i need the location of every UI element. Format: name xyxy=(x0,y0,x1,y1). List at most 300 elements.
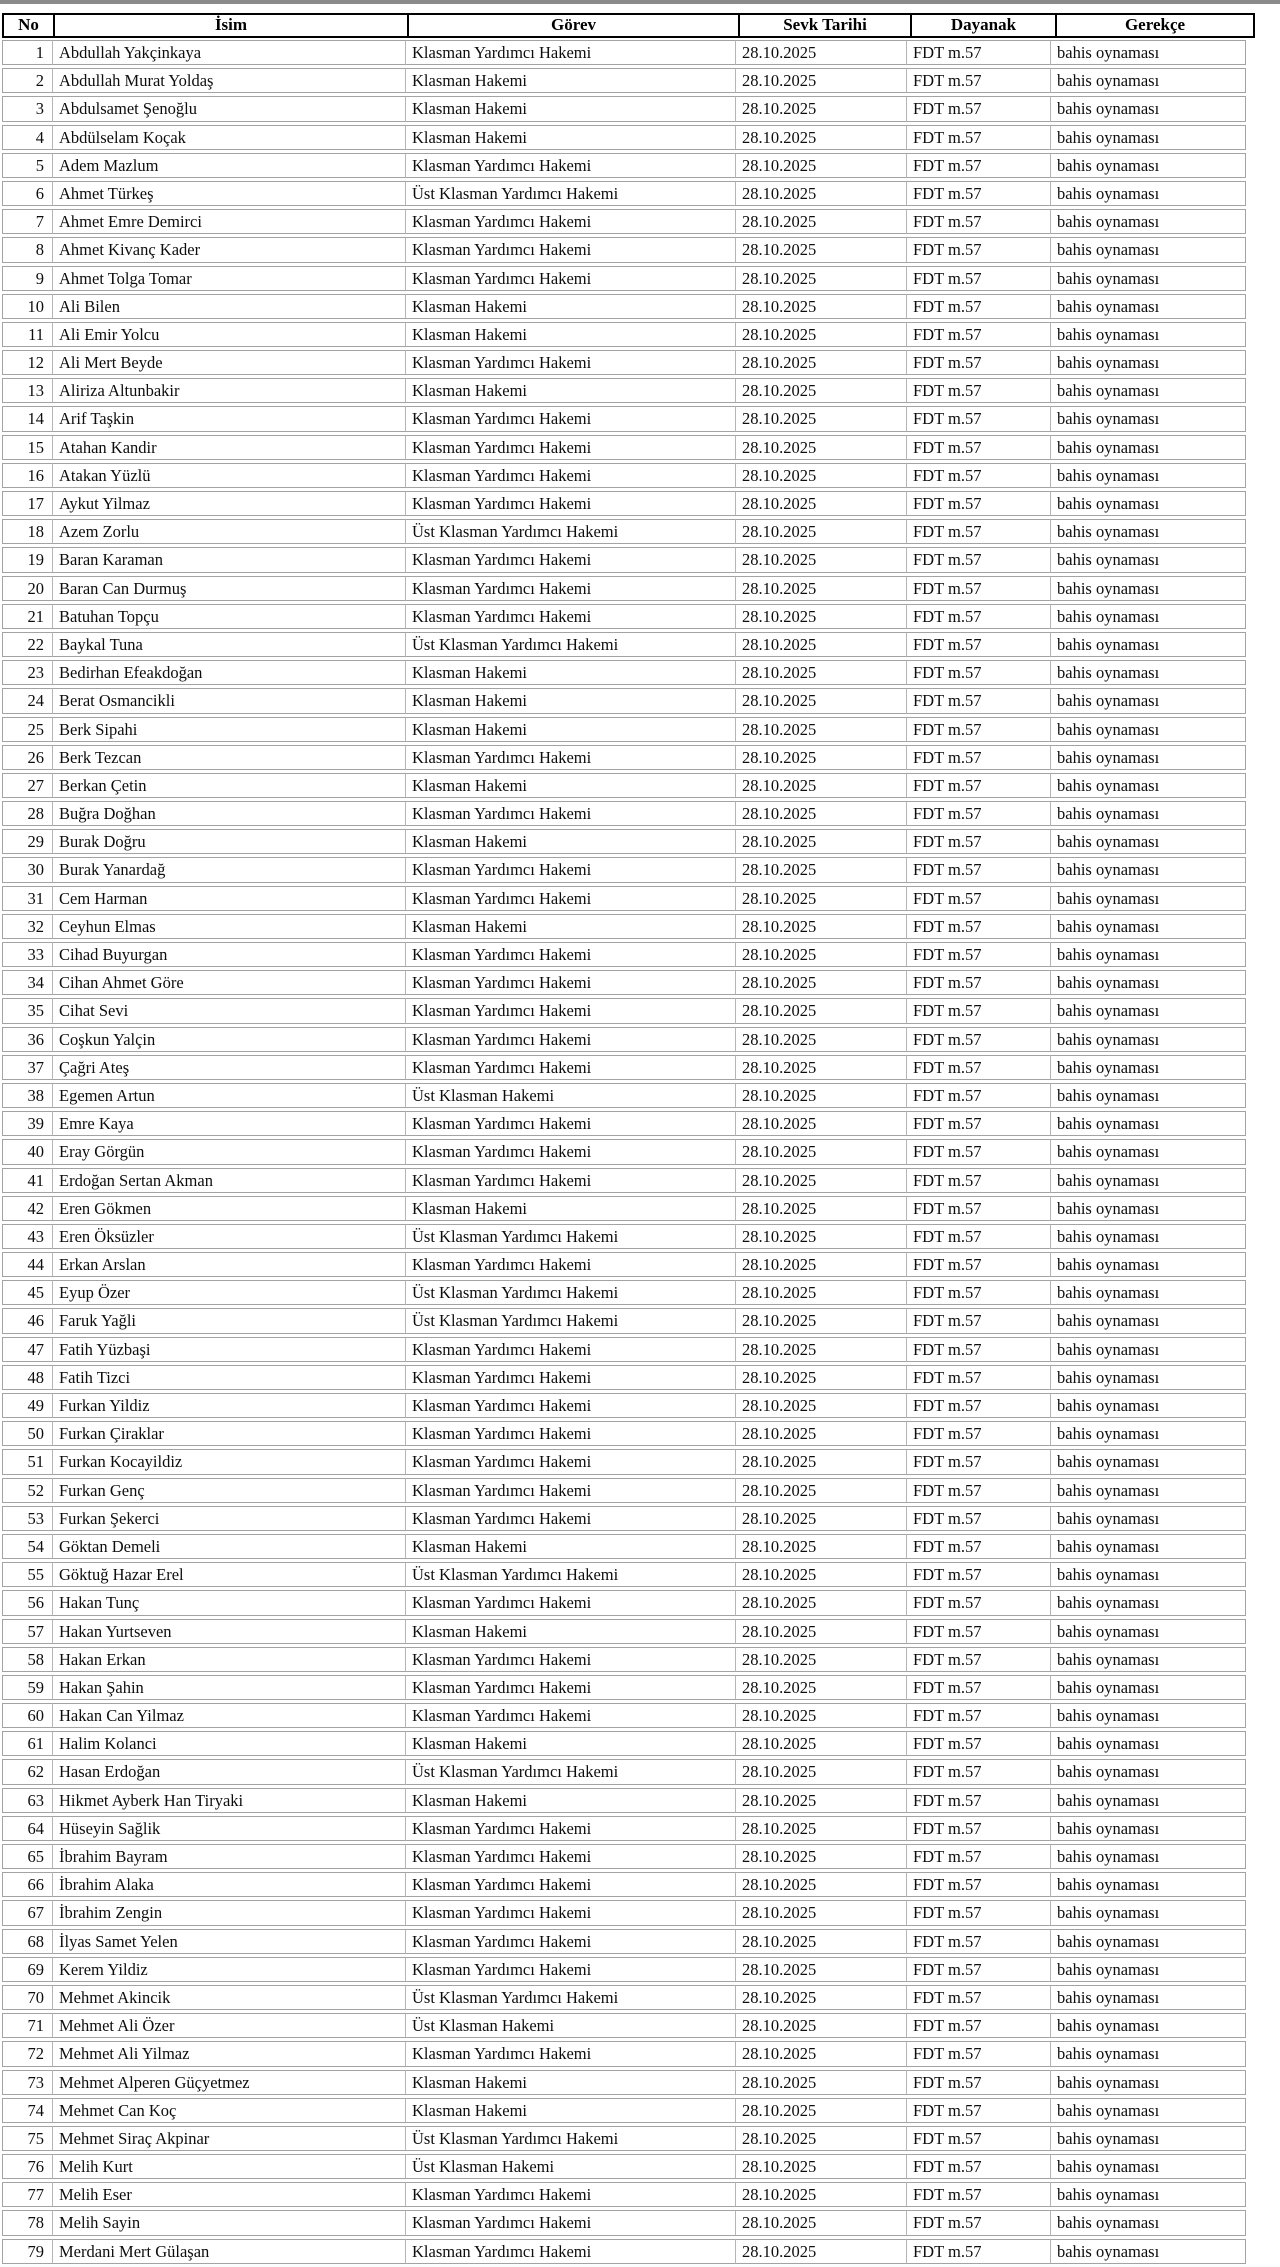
cell-gorev: Klasman Yardımcı Hakemi xyxy=(405,886,736,911)
cell-gerekce: bahis oynaması xyxy=(1050,463,1246,488)
cell-sevk-tarihi: 28.10.2025 xyxy=(735,1590,907,1615)
column-header-sevk-tarihi: Sevk Tarihi xyxy=(740,15,912,36)
cell-dayanak: FDT m.57 xyxy=(906,1562,1051,1587)
cell-gerekce: bahis oynaması xyxy=(1050,1816,1246,1841)
cell-sevk-tarihi: 28.10.2025 xyxy=(735,350,907,375)
cell-no: 27 xyxy=(2,773,53,798)
table-body xyxy=(2,40,1255,2264)
cell-dayanak: FDT m.57 xyxy=(906,2041,1051,2066)
cell-no: 3 xyxy=(2,96,53,121)
cell-gorev: Klasman Yardımcı Hakemi xyxy=(405,1872,736,1897)
cell-no: 38 xyxy=(2,1083,53,1108)
cell-gerekce: bahis oynaması xyxy=(1050,576,1246,601)
cell-sevk-tarihi: 28.10.2025 xyxy=(735,773,907,798)
cell-isim: Eray Görgün xyxy=(52,1139,406,1164)
cell-no: 18 xyxy=(2,519,53,544)
table-row xyxy=(2,604,1255,629)
cell-gerekce: bahis oynaması xyxy=(1050,632,1246,657)
cell-gorev: Klasman Hakemi xyxy=(405,660,736,685)
cell-isim: Hakan Yurtseven xyxy=(52,1619,406,1644)
cell-no: 68 xyxy=(2,1929,53,1954)
cell-sevk-tarihi: 28.10.2025 xyxy=(735,1365,907,1390)
cell-sevk-tarihi: 28.10.2025 xyxy=(735,1675,907,1700)
table-row xyxy=(2,1337,1255,1362)
cell-no: 72 xyxy=(2,2041,53,2066)
cell-sevk-tarihi: 28.10.2025 xyxy=(735,406,907,431)
cell-gerekce: bahis oynaması xyxy=(1050,1421,1246,1446)
cell-gorev: Klasman Yardımcı Hakemi xyxy=(405,576,736,601)
table-row xyxy=(2,209,1255,234)
cell-gerekce: bahis oynaması xyxy=(1050,1985,1246,2010)
cell-sevk-tarihi: 28.10.2025 xyxy=(735,1731,907,1756)
cell-isim: İbrahim Alaka xyxy=(52,1872,406,1897)
cell-no: 74 xyxy=(2,2098,53,2123)
cell-no: 66 xyxy=(2,1872,53,1897)
cell-isim: Ceyhun Elmas xyxy=(52,914,406,939)
cell-isim: Eren Gökmen xyxy=(52,1196,406,1221)
cell-gerekce: bahis oynaması xyxy=(1050,1731,1246,1756)
cell-dayanak: FDT m.57 xyxy=(906,96,1051,121)
table-row xyxy=(2,1506,1255,1531)
cell-isim: Erkan Arslan xyxy=(52,1252,406,1277)
cell-dayanak: FDT m.57 xyxy=(906,1731,1051,1756)
cell-sevk-tarihi: 28.10.2025 xyxy=(735,2182,907,2207)
cell-sevk-tarihi: 28.10.2025 xyxy=(735,68,907,93)
cell-no: 52 xyxy=(2,1478,53,1503)
cell-sevk-tarihi: 28.10.2025 xyxy=(735,1139,907,1164)
cell-dayanak: FDT m.57 xyxy=(906,2154,1051,2179)
cell-gerekce: bahis oynaması xyxy=(1050,2239,1246,2264)
cell-gerekce: bahis oynaması xyxy=(1050,886,1246,911)
cell-gorev: Üst Klasman Yardımcı Hakemi xyxy=(405,1985,736,2010)
cell-dayanak: FDT m.57 xyxy=(906,1139,1051,1164)
cell-isim: Berk Sipahi xyxy=(52,717,406,742)
cell-gerekce: bahis oynaması xyxy=(1050,1534,1246,1559)
table-row xyxy=(2,2154,1255,2179)
cell-sevk-tarihi: 28.10.2025 xyxy=(735,1196,907,1221)
cell-gorev: Klasman Yardımcı Hakemi xyxy=(405,406,736,431)
cell-gerekce: bahis oynaması xyxy=(1050,1506,1246,1531)
cell-gorev: Klasman Yardımcı Hakemi xyxy=(405,209,736,234)
cell-gerekce: bahis oynaması xyxy=(1050,1280,1246,1305)
cell-gerekce: bahis oynaması xyxy=(1050,1675,1246,1700)
cell-isim: Melih Eser xyxy=(52,2182,406,2207)
cell-isim: Mehmet Can Koç xyxy=(52,2098,406,2123)
cell-isim: Hüseyin Sağlik xyxy=(52,1816,406,1841)
cell-sevk-tarihi: 28.10.2025 xyxy=(735,125,907,150)
table-row xyxy=(2,378,1255,403)
cell-gorev: Üst Klasman Yardımcı Hakemi xyxy=(405,1759,736,1784)
cell-no: 48 xyxy=(2,1365,53,1390)
cell-no: 56 xyxy=(2,1590,53,1615)
cell-dayanak: FDT m.57 xyxy=(906,576,1051,601)
cell-gerekce: bahis oynaması xyxy=(1050,688,1246,713)
cell-gorev: Üst Klasman Yardımcı Hakemi xyxy=(405,1280,736,1305)
cell-dayanak: FDT m.57 xyxy=(906,1196,1051,1221)
cell-gerekce: bahis oynaması xyxy=(1050,1449,1246,1474)
cell-no: 42 xyxy=(2,1196,53,1221)
cell-dayanak: FDT m.57 xyxy=(906,2070,1051,2095)
cell-sevk-tarihi: 28.10.2025 xyxy=(735,1168,907,1193)
table-row xyxy=(2,1196,1255,1221)
cell-isim: Cihan Ahmet Göre xyxy=(52,970,406,995)
cell-sevk-tarihi: 28.10.2025 xyxy=(735,322,907,347)
cell-gorev: Klasman Yardımcı Hakemi xyxy=(405,1421,736,1446)
cell-gerekce: bahis oynaması xyxy=(1050,547,1246,572)
cell-no: 57 xyxy=(2,1619,53,1644)
cell-gorev: Klasman Yardımcı Hakemi xyxy=(405,1478,736,1503)
cell-gerekce: bahis oynaması xyxy=(1050,519,1246,544)
cell-gorev: Klasman Yardımcı Hakemi xyxy=(405,604,736,629)
cell-isim: Çağri Ateş xyxy=(52,1055,406,1080)
table-row xyxy=(2,2070,1255,2095)
table-row xyxy=(2,970,1255,995)
cell-isim: Cihad Buyurgan xyxy=(52,942,406,967)
cell-sevk-tarihi: 28.10.2025 xyxy=(735,40,907,65)
table-row xyxy=(2,350,1255,375)
cell-dayanak: FDT m.57 xyxy=(906,829,1051,854)
cell-dayanak: FDT m.57 xyxy=(906,1111,1051,1136)
cell-dayanak: FDT m.57 xyxy=(906,1027,1051,1052)
cell-gerekce: bahis oynaması xyxy=(1050,970,1246,995)
cell-gerekce: bahis oynaması xyxy=(1050,773,1246,798)
cell-gorev: Klasman Hakemi xyxy=(405,378,736,403)
table-row xyxy=(2,1985,1255,2010)
cell-sevk-tarihi: 28.10.2025 xyxy=(735,2239,907,2264)
cell-no: 53 xyxy=(2,1506,53,1531)
cell-isim: Abdulsamet Şenoğlu xyxy=(52,96,406,121)
table-row xyxy=(2,294,1255,319)
table-row xyxy=(2,435,1255,460)
column-header-gorev: Görev xyxy=(409,15,740,36)
cell-no: 28 xyxy=(2,801,53,826)
cell-isim: Hikmet Ayberk Han Tiryaki xyxy=(52,1788,406,1813)
cell-sevk-tarihi: 28.10.2025 xyxy=(735,970,907,995)
cell-dayanak: FDT m.57 xyxy=(906,942,1051,967)
cell-gorev: Klasman Yardımcı Hakemi xyxy=(405,1055,736,1080)
cell-no: 2 xyxy=(2,68,53,93)
cell-no: 7 xyxy=(2,209,53,234)
cell-gorev: Klasman Yardımcı Hakemi xyxy=(405,1929,736,1954)
cell-sevk-tarihi: 28.10.2025 xyxy=(735,1449,907,1474)
table-row xyxy=(2,1139,1255,1164)
cell-gorev: Klasman Yardımcı Hakemi xyxy=(405,547,736,572)
table-row xyxy=(2,2098,1255,2123)
cell-gerekce: bahis oynaması xyxy=(1050,153,1246,178)
table-row xyxy=(2,1055,1255,1080)
table-row xyxy=(2,181,1255,206)
cell-gerekce: bahis oynaması xyxy=(1050,1619,1246,1644)
cell-isim: Furkan Çiraklar xyxy=(52,1421,406,1446)
cell-no: 43 xyxy=(2,1224,53,1249)
cell-isim: Mehmet Akincik xyxy=(52,1985,406,2010)
cell-gorev: Klasman Hakemi xyxy=(405,322,736,347)
cell-gorev: Klasman Yardımcı Hakemi xyxy=(405,266,736,291)
cell-dayanak: FDT m.57 xyxy=(906,1280,1051,1305)
cell-gerekce: bahis oynaması xyxy=(1050,435,1246,460)
cell-gerekce: bahis oynaması xyxy=(1050,1788,1246,1813)
table-row xyxy=(2,2182,1255,2207)
cell-sevk-tarihi: 28.10.2025 xyxy=(735,209,907,234)
cell-sevk-tarihi: 28.10.2025 xyxy=(735,604,907,629)
cell-gerekce: bahis oynaması xyxy=(1050,1139,1246,1164)
cell-isim: Abdullah Yakçinkaya xyxy=(52,40,406,65)
cell-gerekce: bahis oynaması xyxy=(1050,717,1246,742)
cell-no: 35 xyxy=(2,998,53,1023)
cell-dayanak: FDT m.57 xyxy=(906,660,1051,685)
cell-gerekce: bahis oynaması xyxy=(1050,1393,1246,1418)
cell-dayanak: FDT m.57 xyxy=(906,378,1051,403)
cell-gerekce: bahis oynaması xyxy=(1050,1562,1246,1587)
cell-dayanak: FDT m.57 xyxy=(906,547,1051,572)
table-row xyxy=(2,1421,1255,1446)
table-row xyxy=(2,2013,1255,2038)
cell-no: 77 xyxy=(2,2182,53,2207)
cell-gerekce: bahis oynaması xyxy=(1050,2070,1246,2095)
table-row xyxy=(2,125,1255,150)
column-header-dayanak: Dayanak xyxy=(912,15,1057,36)
cell-no: 54 xyxy=(2,1534,53,1559)
cell-no: 70 xyxy=(2,1985,53,2010)
cell-dayanak: FDT m.57 xyxy=(906,1647,1051,1672)
cell-sevk-tarihi: 28.10.2025 xyxy=(735,1478,907,1503)
table-row xyxy=(2,1478,1255,1503)
column-header-isim: İsim xyxy=(55,15,409,36)
cell-gorev: Klasman Yardımcı Hakemi xyxy=(405,1675,736,1700)
cell-dayanak: FDT m.57 xyxy=(906,68,1051,93)
cell-dayanak: FDT m.57 xyxy=(906,717,1051,742)
cell-gerekce: bahis oynaması xyxy=(1050,1929,1246,1954)
cell-no: 29 xyxy=(2,829,53,854)
cell-dayanak: FDT m.57 xyxy=(906,1957,1051,1982)
cell-gerekce: bahis oynaması xyxy=(1050,1308,1246,1333)
cell-dayanak: FDT m.57 xyxy=(906,2126,1051,2151)
cell-dayanak: FDT m.57 xyxy=(906,801,1051,826)
cell-gerekce: bahis oynaması xyxy=(1050,1224,1246,1249)
cell-dayanak: FDT m.57 xyxy=(906,209,1051,234)
table-row xyxy=(2,1844,1255,1869)
cell-dayanak: FDT m.57 xyxy=(906,2210,1051,2235)
cell-sevk-tarihi: 28.10.2025 xyxy=(735,266,907,291)
cell-gerekce: bahis oynaması xyxy=(1050,181,1246,206)
cell-sevk-tarihi: 28.10.2025 xyxy=(735,237,907,262)
table-row xyxy=(2,1619,1255,1644)
cell-gorev: Klasman Yardımcı Hakemi xyxy=(405,1844,736,1869)
cell-gerekce: bahis oynaması xyxy=(1050,2041,1246,2066)
cell-gorev: Klasman Hakemi xyxy=(405,829,736,854)
cell-gerekce: bahis oynaması xyxy=(1050,2013,1246,2038)
table-row xyxy=(2,1816,1255,1841)
table-row xyxy=(2,406,1255,431)
cell-gerekce: bahis oynaması xyxy=(1050,1478,1246,1503)
cell-sevk-tarihi: 28.10.2025 xyxy=(735,576,907,601)
cell-gorev: Klasman Yardımcı Hakemi xyxy=(405,1168,736,1193)
cell-gorev: Klasman Yardımcı Hakemi xyxy=(405,745,736,770)
table-row xyxy=(2,942,1255,967)
table-row xyxy=(2,745,1255,770)
cell-sevk-tarihi: 28.10.2025 xyxy=(735,1111,907,1136)
cell-sevk-tarihi: 28.10.2025 xyxy=(735,491,907,516)
cell-no: 25 xyxy=(2,717,53,742)
cell-isim: Mehmet Alperen Güçyetmez xyxy=(52,2070,406,2095)
table-row xyxy=(2,1449,1255,1474)
cell-no: 4 xyxy=(2,125,53,150)
cell-no: 67 xyxy=(2,1900,53,1925)
cell-gorev: Klasman Hakemi xyxy=(405,125,736,150)
cell-gorev: Klasman Yardımcı Hakemi xyxy=(405,350,736,375)
cell-sevk-tarihi: 28.10.2025 xyxy=(735,632,907,657)
table-row xyxy=(2,68,1255,93)
cell-gorev: Klasman Yardımcı Hakemi xyxy=(405,970,736,995)
table-row xyxy=(2,1562,1255,1587)
cell-sevk-tarihi: 28.10.2025 xyxy=(735,2098,907,2123)
cell-gerekce: bahis oynaması xyxy=(1050,125,1246,150)
cell-isim: Eren Öksüzler xyxy=(52,1224,406,1249)
cell-gorev: Klasman Yardımcı Hakemi xyxy=(405,237,736,262)
cell-isim: Berat Osmancikli xyxy=(52,688,406,713)
cell-dayanak: FDT m.57 xyxy=(906,491,1051,516)
cell-sevk-tarihi: 28.10.2025 xyxy=(735,2210,907,2235)
table-row xyxy=(2,1703,1255,1728)
cell-sevk-tarihi: 28.10.2025 xyxy=(735,717,907,742)
cell-sevk-tarihi: 28.10.2025 xyxy=(735,829,907,854)
table-row xyxy=(2,2210,1255,2235)
cell-gorev: Klasman Hakemi xyxy=(405,1731,736,1756)
cell-no: 13 xyxy=(2,378,53,403)
cell-gorev: Klasman Yardımcı Hakemi xyxy=(405,2239,736,2264)
cell-no: 60 xyxy=(2,1703,53,1728)
cell-isim: Melih Sayin xyxy=(52,2210,406,2235)
table-row xyxy=(2,322,1255,347)
cell-dayanak: FDT m.57 xyxy=(906,1590,1051,1615)
cell-isim: Halim Kolanci xyxy=(52,1731,406,1756)
cell-dayanak: FDT m.57 xyxy=(906,1788,1051,1813)
table-row xyxy=(2,576,1255,601)
cell-gerekce: bahis oynaması xyxy=(1050,857,1246,882)
table-row xyxy=(2,1647,1255,1672)
cell-gorev: Klasman Yardımcı Hakemi xyxy=(405,1393,736,1418)
table-row xyxy=(2,463,1255,488)
cell-dayanak: FDT m.57 xyxy=(906,40,1051,65)
cell-gorev: Üst Klasman Yardımcı Hakemi xyxy=(405,2126,736,2151)
cell-gorev: Klasman Yardımcı Hakemi xyxy=(405,1337,736,1362)
table-row xyxy=(2,2126,1255,2151)
cell-dayanak: FDT m.57 xyxy=(906,773,1051,798)
cell-dayanak: FDT m.57 xyxy=(906,322,1051,347)
table-header-row xyxy=(2,13,1255,38)
table-row xyxy=(2,547,1255,572)
cell-sevk-tarihi: 28.10.2025 xyxy=(735,942,907,967)
cell-sevk-tarihi: 28.10.2025 xyxy=(735,857,907,882)
cell-gorev: Üst Klasman Yardımcı Hakemi xyxy=(405,1562,736,1587)
cell-dayanak: FDT m.57 xyxy=(906,406,1051,431)
cell-isim: Baykal Tuna xyxy=(52,632,406,657)
cell-sevk-tarihi: 28.10.2025 xyxy=(735,745,907,770)
cell-dayanak: FDT m.57 xyxy=(906,1337,1051,1362)
cell-sevk-tarihi: 28.10.2025 xyxy=(735,1534,907,1559)
cell-isim: Abdullah Murat Yoldaş xyxy=(52,68,406,93)
cell-isim: Ahmet Emre Demirci xyxy=(52,209,406,234)
cell-isim: Göktuğ Hazar Erel xyxy=(52,1562,406,1587)
cell-gorev: Klasman Yardımcı Hakemi xyxy=(405,2041,736,2066)
table-row xyxy=(2,1788,1255,1813)
cell-gorev: Klasman Yardımcı Hakemi xyxy=(405,1111,736,1136)
cell-dayanak: FDT m.57 xyxy=(906,1308,1051,1333)
cell-no: 31 xyxy=(2,886,53,911)
cell-dayanak: FDT m.57 xyxy=(906,1083,1051,1108)
cell-no: 33 xyxy=(2,942,53,967)
table-row xyxy=(2,1534,1255,1559)
cell-no: 58 xyxy=(2,1647,53,1672)
cell-gerekce: bahis oynaması xyxy=(1050,491,1246,516)
cell-isim: Hakan Tunç xyxy=(52,1590,406,1615)
table-row xyxy=(2,237,1255,262)
cell-sevk-tarihi: 28.10.2025 xyxy=(735,1872,907,1897)
cell-isim: Ahmet Türkeş xyxy=(52,181,406,206)
cell-gerekce: bahis oynaması xyxy=(1050,68,1246,93)
cell-dayanak: FDT m.57 xyxy=(906,2013,1051,2038)
cell-gorev: Klasman Yardımcı Hakemi xyxy=(405,2210,736,2235)
cell-isim: Faruk Yağli xyxy=(52,1308,406,1333)
cell-no: 63 xyxy=(2,1788,53,1813)
cell-gorev: Klasman Hakemi xyxy=(405,914,736,939)
cell-gerekce: bahis oynaması xyxy=(1050,660,1246,685)
cell-gerekce: bahis oynaması xyxy=(1050,1337,1246,1362)
cell-no: 36 xyxy=(2,1027,53,1052)
cell-gorev: Klasman Hakemi xyxy=(405,717,736,742)
cell-dayanak: FDT m.57 xyxy=(906,237,1051,262)
table-row xyxy=(2,660,1255,685)
cell-gorev: Üst Klasman Yardımcı Hakemi xyxy=(405,181,736,206)
cell-dayanak: FDT m.57 xyxy=(906,1929,1051,1954)
cell-gorev: Klasman Yardımcı Hakemi xyxy=(405,1816,736,1841)
cell-sevk-tarihi: 28.10.2025 xyxy=(735,2154,907,2179)
table-row xyxy=(2,96,1255,121)
cell-gorev: Klasman Yardımcı Hakemi xyxy=(405,1590,736,1615)
cell-sevk-tarihi: 28.10.2025 xyxy=(735,1985,907,2010)
cell-no: 49 xyxy=(2,1393,53,1418)
cell-dayanak: FDT m.57 xyxy=(906,857,1051,882)
cell-gorev: Klasman Yardımcı Hakemi xyxy=(405,491,736,516)
cell-isim: Furkan Genç xyxy=(52,1478,406,1503)
cell-sevk-tarihi: 28.10.2025 xyxy=(735,1816,907,1841)
cell-sevk-tarihi: 28.10.2025 xyxy=(735,294,907,319)
cell-dayanak: FDT m.57 xyxy=(906,1421,1051,1446)
cell-isim: Ali Bilen xyxy=(52,294,406,319)
cell-dayanak: FDT m.57 xyxy=(906,435,1051,460)
cell-no: 6 xyxy=(2,181,53,206)
cell-isim: İbrahim Zengin xyxy=(52,1900,406,1925)
table-row xyxy=(2,773,1255,798)
cell-sevk-tarihi: 28.10.2025 xyxy=(735,1393,907,1418)
table-row xyxy=(2,1957,1255,1982)
cell-dayanak: FDT m.57 xyxy=(906,1506,1051,1531)
cell-no: 5 xyxy=(2,153,53,178)
cell-dayanak: FDT m.57 xyxy=(906,1844,1051,1869)
cell-sevk-tarihi: 28.10.2025 xyxy=(735,2013,907,2038)
cell-no: 39 xyxy=(2,1111,53,1136)
cell-gorev: Klasman Yardımcı Hakemi xyxy=(405,1647,736,1672)
cell-isim: Fatih Tizci xyxy=(52,1365,406,1390)
cell-no: 32 xyxy=(2,914,53,939)
cell-dayanak: FDT m.57 xyxy=(906,745,1051,770)
table-row xyxy=(2,153,1255,178)
cell-isim: Atakan Yüzlü xyxy=(52,463,406,488)
table-row xyxy=(2,717,1255,742)
cell-sevk-tarihi: 28.10.2025 xyxy=(735,660,907,685)
cell-dayanak: FDT m.57 xyxy=(906,1252,1051,1277)
cell-isim: Eyup Özer xyxy=(52,1280,406,1305)
